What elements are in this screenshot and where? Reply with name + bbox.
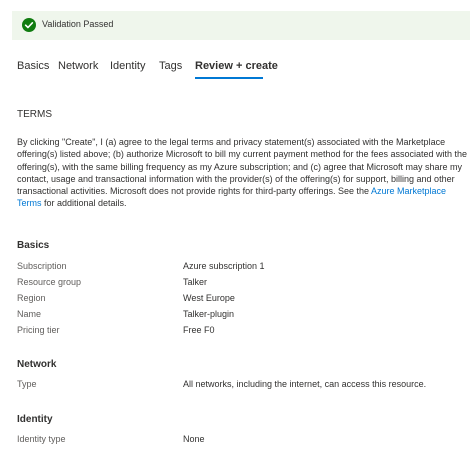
- check-circle-icon: [22, 18, 36, 32]
- label-identity-type: Identity type: [17, 434, 66, 444]
- tab-tags[interactable]: Tags: [159, 60, 183, 72]
- tab-identity[interactable]: Identity: [110, 60, 146, 72]
- value-network-type: All networks, including the internet, can access this resource.: [183, 379, 427, 389]
- value-name: Talker-plugin: [183, 309, 235, 319]
- selected-tab-indicator: [195, 77, 263, 79]
- value-resource-group: Talker: [183, 277, 208, 287]
- label-pricing-tier: Pricing tier: [17, 325, 60, 335]
- label-resource-group: Resource group: [17, 277, 82, 287]
- value-identity-type: None: [183, 434, 205, 444]
- section-title-basics: Basics: [17, 240, 50, 251]
- terms-text-end: for additional details.: [41, 198, 127, 209]
- section-title-network: Network: [17, 359, 57, 370]
- azure-marketplace-terms-link[interactable]: Azure Marketplace Terms: [17, 186, 447, 209]
- terms-text: [17, 136, 469, 210]
- section-title-identity: Identity: [17, 414, 53, 425]
- label-subscription: Subscription: [17, 261, 67, 271]
- value-subscription: Azure subscription 1: [183, 261, 265, 271]
- value-pricing-tier: Free F0: [183, 325, 215, 335]
- terms-heading: TERMS: [17, 109, 52, 120]
- tab-basics[interactable]: Basics: [17, 60, 50, 72]
- tab-network[interactable]: Network: [58, 60, 99, 72]
- value-region: West Europe: [183, 293, 235, 303]
- tab-review-create[interactable]: Review + create: [195, 60, 278, 72]
- validation-banner: [12, 11, 470, 40]
- label-region: Region: [17, 293, 46, 303]
- validation-status-text: Validation Passed: [42, 19, 114, 29]
- label-name: Name: [17, 309, 42, 319]
- terms-text-main: By clicking "Create", I (a) agree to the legal terms and privacy statement(s) associated with the Marketplace offering(s) listed above; (b) authorize Microsoft to bill my current payment method for the fees associated with the offering(s), with the same billing frequency as my Azure subscription; and (c) agree that Microsoft may share my contact, usage and transactional information with the provider(s) of the offering(s) for support, billing and other transactional activities. Microsoft does not provide rights for third-party offerings. See the: [17, 137, 468, 197]
- label-network-type: Type: [17, 379, 37, 389]
